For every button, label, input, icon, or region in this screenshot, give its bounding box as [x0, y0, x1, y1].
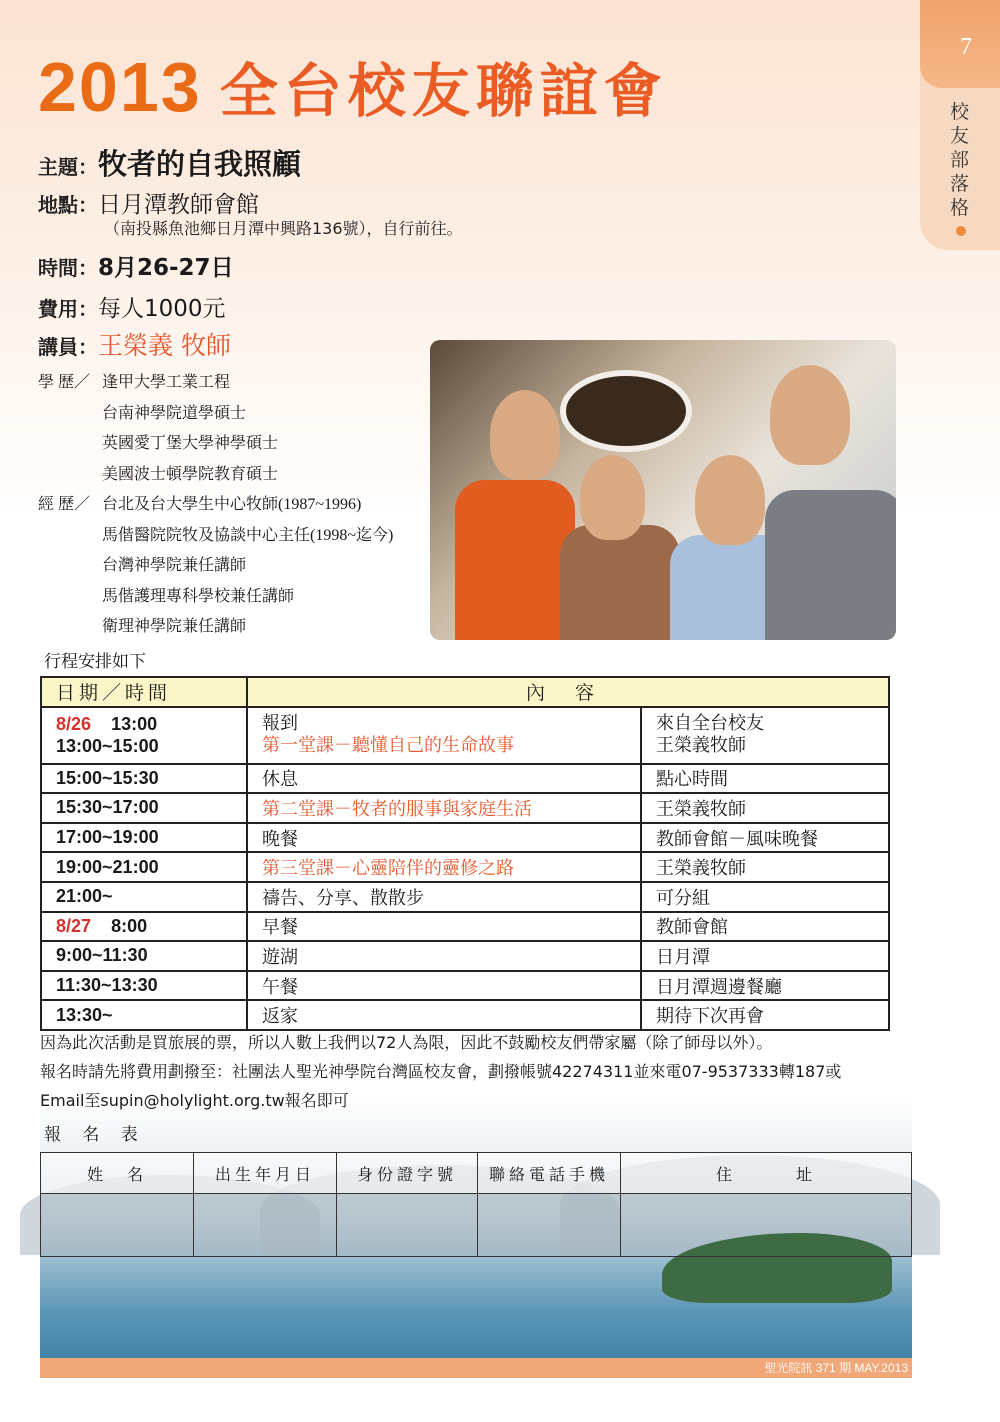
speaker-value: 王榮義 牧師 — [98, 331, 231, 360]
cell-note — [641, 707, 889, 764]
table-row — [41, 707, 889, 764]
theme-value: 牧者的自我照顧 — [98, 147, 302, 181]
cell-time: 19:00~21:00 — [41, 852, 247, 882]
form-header-address: 住 址 — [621, 1153, 912, 1194]
table-row — [41, 971, 889, 1001]
group-photo — [430, 340, 896, 640]
cell-note: 教師會館－風味晚餐 — [641, 823, 889, 853]
education-label: 學 歷／ — [38, 374, 91, 391]
cell-content: 遊湖 — [247, 941, 641, 971]
coffee-cup-shape — [560, 370, 692, 452]
registration-form — [40, 1152, 912, 1257]
person-shirt — [455, 480, 575, 640]
date-label: 8/26 — [56, 714, 92, 735]
person-face — [490, 390, 560, 480]
registration-form-title: 報 名 表 — [44, 1125, 146, 1145]
cell-content: 第二堂課－牧者的服事與家庭生活 — [247, 793, 641, 823]
content-value: 第一堂課－聽懂自己的生命故事 — [262, 735, 514, 757]
note-value: 來自全台校友 — [656, 713, 764, 735]
education-item: 台南神學院道學碩士 — [102, 404, 247, 422]
cell-time: 15:00~15:30 — [41, 764, 247, 794]
person-shirt — [560, 525, 680, 640]
section-label: 校友部落格 — [950, 101, 970, 219]
cell-note: 教師會館 — [641, 912, 889, 942]
form-cell-address[interactable] — [621, 1194, 912, 1257]
form-header-phone: 聯絡電話手機 — [478, 1153, 621, 1194]
form-header-name: 姓 名 — [41, 1153, 194, 1194]
experience-item: 台北及台大學生中心牧師(1987~1996) — [102, 496, 362, 513]
experience-item: 馬偕護理專科學校兼任講師 — [102, 587, 295, 605]
person-shirt — [765, 490, 896, 640]
cell-time — [41, 707, 247, 764]
content-value: 報到 — [262, 713, 298, 735]
table-row — [41, 793, 889, 823]
speaker-label: 講員： — [38, 335, 98, 359]
cell-time: 9:00~11:30 — [41, 941, 247, 971]
education-item: 英國愛丁堡大學神學碩士 — [102, 435, 279, 452]
cell-content — [247, 707, 641, 764]
cell-content: 禱告、分享、散散步 — [247, 882, 641, 912]
form-cell-name[interactable] — [41, 1194, 194, 1257]
person-face — [770, 365, 850, 465]
person-face — [580, 455, 645, 540]
table-row — [41, 1000, 889, 1030]
cell-time: 13:30~ — [41, 1000, 247, 1030]
title-main: 全台校友聯誼會 — [219, 57, 668, 125]
time-label: 時間： — [38, 256, 98, 280]
table-row — [41, 912, 889, 942]
speaker-line — [38, 326, 231, 362]
cell-content: 第三堂課－心靈陪伴的靈修之路 — [247, 852, 641, 882]
cell-content: 早餐 — [247, 912, 641, 942]
title-year: 2013 — [38, 48, 202, 126]
table-row — [41, 941, 889, 971]
time-value: 13:00 — [111, 714, 158, 735]
date-label: 8/27 — [56, 915, 92, 936]
note-value: 王榮義牧師 — [656, 735, 746, 757]
cell-note: 點心時間 — [641, 764, 889, 794]
schedule-table — [40, 676, 890, 1031]
page-number: 7 — [960, 34, 972, 60]
time-value: 8:00 — [111, 915, 148, 936]
cell-note: 王榮義牧師 — [641, 852, 889, 882]
cell-note: 期待下次再會 — [641, 1000, 889, 1030]
cell-time — [41, 912, 247, 942]
theme-line — [38, 142, 301, 183]
cell-time: 17:00~19:00 — [41, 823, 247, 853]
table-header-row — [41, 677, 889, 707]
page-title — [38, 44, 668, 128]
time-value: 8月26-27日 — [98, 255, 234, 281]
place-label: 地點： — [38, 193, 98, 217]
form-cell-phone[interactable] — [478, 1194, 621, 1257]
time-line — [38, 249, 234, 282]
cell-note: 王榮義牧師 — [641, 793, 889, 823]
form-cell-id[interactable] — [337, 1194, 478, 1257]
place-line — [38, 186, 259, 219]
cell-note: 日月潭 — [641, 941, 889, 971]
header-content: 內容 — [247, 677, 889, 707]
place-value: 日月潭教師會館 — [98, 192, 259, 218]
form-header-id: 身份證字號 — [337, 1153, 478, 1194]
fee-value: 每人1000元 — [98, 296, 226, 322]
fee-label: 費用： — [38, 297, 98, 321]
cell-content: 返家 — [247, 1000, 641, 1030]
table-row — [41, 764, 889, 794]
cell-content: 晚餐 — [247, 823, 641, 853]
person-face — [695, 455, 765, 545]
experience-item: 台灣神學院兼任講師 — [102, 557, 247, 574]
table-row — [41, 852, 889, 882]
experience-label: 經 歷／ — [38, 496, 91, 513]
header-datetime: 日期／時間 — [41, 677, 247, 707]
form-entry-row[interactable] — [41, 1194, 912, 1257]
note-line: Email至supin@holylight.org.tw報名即可 — [40, 1091, 349, 1110]
time-value: 13:00~15:00 — [56, 736, 159, 757]
form-cell-birthdate[interactable] — [194, 1194, 337, 1257]
cell-time: 15:30~17:00 — [41, 793, 247, 823]
cell-note: 日月潭週邊餐廳 — [641, 971, 889, 1001]
speaker-cv — [38, 368, 393, 643]
note-line: 因為此次活動是買旅展的票，所以人數上我們以72人為限，因此不鼓勵校友們帶家屬（除了師母以外）。 — [40, 1033, 773, 1052]
cell-time: 11:30~13:30 — [41, 971, 247, 1001]
bullet-dot-icon — [956, 226, 966, 236]
form-header-row — [41, 1153, 912, 1194]
fee-line — [38, 290, 226, 323]
address-line — [104, 216, 463, 239]
theme-label: 主題： — [38, 155, 98, 179]
cell-note: 可分組 — [641, 882, 889, 912]
address-value: （南投縣魚池鄉日月潭中興路136號），自行前往。 — [104, 219, 463, 238]
schedule-intro: 行程安排如下 — [44, 652, 146, 672]
note-line: 報名時請先將費用劃撥至：社團法人聖光神學院台灣區校友會，劃撥帳號42274311並來電07-9537333轉187或 — [40, 1062, 842, 1081]
cell-content: 午餐 — [247, 971, 641, 1001]
experience-item: 馬偕醫院院牧及協談中心主任(1998~迄今) — [102, 526, 394, 544]
notes — [40, 1028, 841, 1115]
education-item: 美國波士頓學院教育碩士 — [102, 465, 279, 483]
footer-text: 聖光院訊 371 期 MAY.2013 — [764, 1361, 908, 1375]
experience-item: 衛理神學院兼任講師 — [102, 618, 247, 635]
cell-time: 21:00~ — [41, 882, 247, 912]
cell-content: 休息 — [247, 764, 641, 794]
form-header-birthdate: 出生年月日 — [194, 1153, 337, 1194]
table-row — [41, 823, 889, 853]
table-row — [41, 882, 889, 912]
education-item: 逢甲大學工業工程 — [102, 374, 231, 391]
